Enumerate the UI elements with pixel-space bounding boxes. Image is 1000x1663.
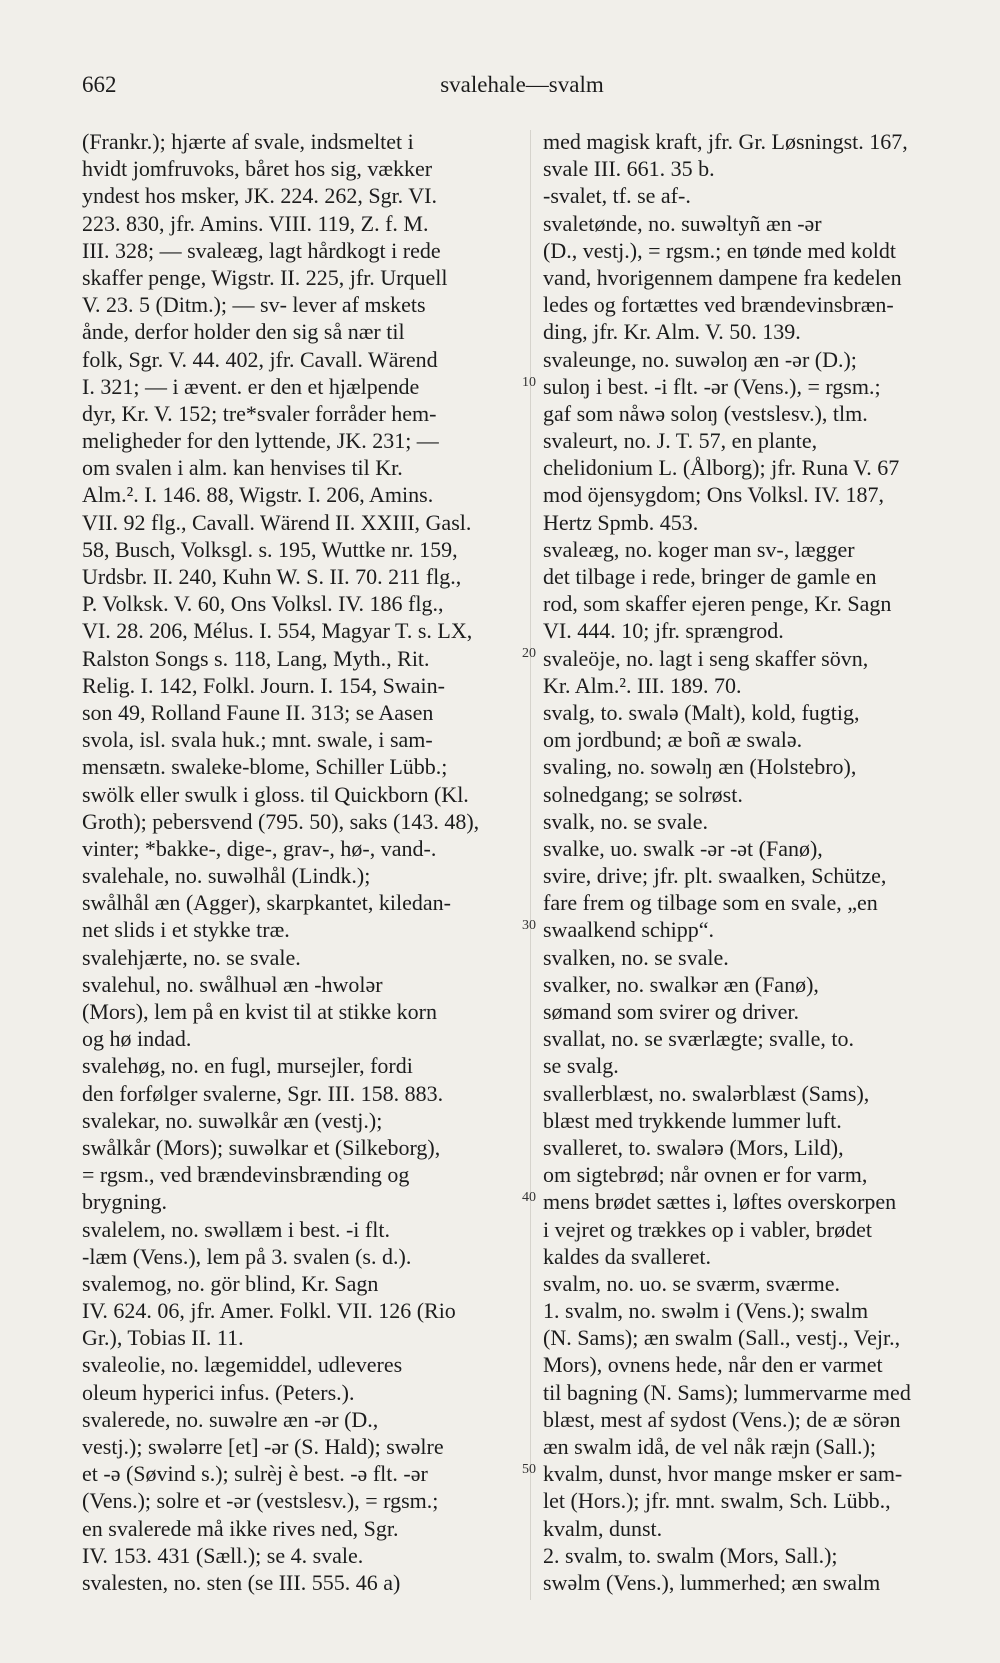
text-line: svaleæg, no. koger man sv-, lægger — [543, 536, 855, 562]
text-line: svola, isl. svala huk.; mnt. swale, i sam- — [82, 727, 433, 753]
text-line: Mors), ovnens hede, når den er varmet — [543, 1352, 883, 1378]
text-line: swaalkend schipp“. — [543, 917, 715, 943]
running-title: svalehale—svalm — [440, 72, 604, 97]
text-line: (Vens.); solre et -ər (vestslesv.), = rgsm.; — [82, 1488, 439, 1514]
text-line: P. Volksk. V. 60, Ons Volksl. IV. 186 flg., — [82, 591, 444, 617]
text-line: svallat, no. se sværlægte; svalle, to. — [543, 1026, 855, 1052]
text-line: en svalerede må ikke rives ned, Sgr. — [82, 1515, 399, 1541]
text-line: kvalm, dunst, hvor mange msker er sam- — [543, 1461, 903, 1487]
text-line: Urdsbr. II. 240, Kuhn W. S. II. 70. 211 flg., — [82, 564, 462, 589]
text-line: solnedgang; se solrøst. — [543, 781, 743, 807]
text-line: svalerede, no. suwəlre æn -ər (D., — [82, 1406, 379, 1432]
text-line: V. 23. 5 (Ditm.); — sv- lever af mskets — [82, 292, 426, 318]
text-line: fare frem og tilbage som en svale, „en — [543, 890, 878, 916]
text-line: -læm (Vens.), lem på 3. svalen (s. d.). — [82, 1243, 412, 1269]
text-line: swålhål æn (Agger), skarpkantet, kiledan- — [82, 890, 451, 916]
line-number: 30 — [522, 918, 536, 933]
text-line: Kr. Alm.². III. 189. 70. — [543, 672, 742, 698]
right-column — [543, 128, 973, 1596]
text-line: svalke, uo. swalk -ər -ət (Fanø), — [543, 835, 823, 861]
text-line: -svalet, tf. se af-. — [543, 183, 691, 209]
text-line: son 49, Rolland Faune II. 313; se Aasen — [82, 699, 434, 725]
text-line: swålkår (Mors); suwəlkar et (Silkeborg), — [82, 1134, 441, 1160]
text-line: (Frankr.); hjærte af svale, indsmeltet i — [82, 129, 414, 154]
text-line: Ralston Songs s. 118, Lang, Myth., Rit. — [82, 645, 430, 671]
text-line: yndest hos msker, JK. 224. 262, Sgr. VI. — [82, 183, 437, 209]
text-line: svaleunge, no. suwəloŋ æn -ər (D.); — [543, 346, 857, 372]
column-divider — [530, 130, 531, 1600]
text-line: mod öjensygdom; Ons Volksl. IV. 187, — [543, 482, 885, 508]
text-line: vinter; *bakke-, dige-, grav-, hø-, vand-. — [82, 835, 437, 861]
text-line: ding, jfr. Kr. Alm. V. 50. 139. — [543, 319, 801, 345]
text-line: om svalen i alm. kan henvises til Kr. — [82, 455, 403, 481]
text-line: mensætn. swaleke-blome, Schiller Lübb.; — [82, 754, 448, 780]
text-line: svalemog, no. gör blind, Kr. Sagn — [82, 1270, 379, 1296]
line-number: 20 — [522, 646, 536, 661]
line-number: 50 — [522, 1462, 536, 1477]
text-line: (Mors), lem på en kvist til at stikke korn — [82, 999, 437, 1024]
text-line: mens brødet sættes i, løftes overskorpen — [543, 1189, 897, 1215]
text-line: den forfølger svalerne, Sgr. III. 158. 883. — [82, 1080, 444, 1106]
text-line: svalekar, no. suwəlkår æn (vestj.); — [82, 1107, 383, 1133]
text-line: det tilbage i rede, bringer de gamle en — [543, 564, 877, 589]
text-line: folk, Sgr. V. 44. 402, jfr. Cavall. Wärend — [82, 346, 438, 372]
text-line: svalehjærte, no. se svale. — [82, 944, 301, 970]
text-line: III. 328; — svaleæg, lagt hårdkogt i rede — [82, 237, 441, 263]
text-line: kaldes da svalleret. — [543, 1243, 711, 1269]
text-line: svalesten, no. sten (se III. 555. 46 a) — [82, 1569, 401, 1595]
text-line: blæst, mest af sydost (Vens.); de æ sörən — [543, 1406, 901, 1432]
text-line: I. 321; — i ævent. er den et hjælpende — [82, 373, 420, 399]
text-line: til bagning (N. Sams); lummervarme med — [543, 1379, 911, 1405]
text-line: VII. 92 flg., Cavall. Wärend II. XXIII, Gasl. — [82, 509, 472, 535]
text-line: = rgsm., ved brændevinsbrænding og — [82, 1162, 410, 1188]
text-line: 2. svalm, to. swalm (Mors, Sall.); — [543, 1542, 838, 1568]
text-line: (N. Sams); æn swalm (Sall., vestj., Vejr., — [543, 1325, 901, 1351]
text-line: let (Hors.); jfr. mnt. swalm, Sch. Lübb., — [543, 1488, 891, 1514]
text-line: svale III. 661. 35 b. — [543, 156, 715, 182]
text-line: dyr, Kr. V. 152; tre*svaler forråder hem- — [82, 400, 437, 426]
text-line: svalelem, no. swəllæm i best. -i flt. — [82, 1216, 390, 1242]
text-line: sømand som svirer og driver. — [543, 999, 800, 1024]
line-number: 40 — [522, 1190, 536, 1205]
text-line: om jordbund; æ boñ æ swalə. — [543, 727, 803, 753]
left-column — [82, 128, 522, 1596]
text-line: 223. 830, jfr. Amins. VIII. 119, Z. f. M. — [82, 210, 429, 236]
text-line: og hø indad. — [82, 1026, 192, 1052]
text-line: svalg, to. swalə (Malt), kold, fugtig, — [543, 699, 860, 725]
text-line: svaletønde, no. suwəltyñ æn -ər — [543, 210, 822, 236]
text-line: net slids i et stykke træ. — [82, 917, 290, 943]
text-line: om sigtebrød; når ovnen er for varm, — [543, 1162, 868, 1188]
text-line: svaling, no. sowəlŋ æn (Holstebro), — [543, 754, 857, 780]
text-line: oleum hyperici infus. (Peters.). — [82, 1379, 355, 1405]
page-number: 662 — [82, 72, 117, 97]
text-line: (D., vestj.), = rgsm.; en tønde med koldt — [543, 237, 896, 263]
text-line: gaf som nåwə soloŋ (vestslesv.), tlm. — [543, 400, 868, 426]
text-line: et -ə (Søvind s.); sulrèj è best. -ə flt. -ər — [82, 1461, 428, 1487]
text-line: svire, drive; jfr. plt. swaalken, Schütze, — [543, 863, 887, 889]
text-line: svaleöje, no. lagt i seng skaffer sövn, — [543, 645, 869, 671]
text-line: swölk eller swulk i gloss. til Quickborn (Kl. — [82, 781, 469, 807]
text-line: se svalg. — [543, 1053, 619, 1079]
text-line: swəlm (Vens.), lummerhed; æn swalm — [543, 1569, 881, 1595]
text-line: rod, som skaffer ejeren penge, Kr. Sagn — [543, 591, 892, 617]
text-line: æn swalm idå, de vel nåk ræjn (Sall.); — [543, 1434, 876, 1459]
text-line: svalehale, no. suwəlhål (Lindk.); — [82, 863, 371, 889]
text-line: svalm, no. uo. se sværm, sværme. — [543, 1270, 840, 1296]
text-line: skaffer penge, Wigstr. II. 225, jfr. Urquell — [82, 264, 448, 290]
text-line: ånde, derfor holder den sig så nær til — [82, 319, 405, 345]
text-line: Groth); pebersvend (795. 50), saks (143. 48), — [82, 808, 480, 834]
text-line: VI. 444. 10; jfr. sprængrod. — [543, 618, 784, 644]
text-line: vestj.); swələrre [et] -ər (S. Hald); swəlre — [82, 1434, 444, 1459]
text-line: svalken, no. se svale. — [543, 944, 729, 970]
text-line: svalker, no. swalkər æn (Fanø), — [543, 971, 819, 997]
text-line: svalk, no. se svale. — [543, 808, 708, 834]
text-line: 58, Busch, Volksgl. s. 195, Wuttke nr. 159, — [82, 536, 458, 562]
text-line: brygning. — [82, 1189, 167, 1215]
text-line: meligheder for den lyttende, JK. 231; — — [82, 428, 439, 454]
text-line: vand, hvorigennem dampene fra kedelen — [543, 264, 902, 290]
text-line: IV. 624. 06, jfr. Amer. Folkl. VII. 126 (Rio — [82, 1298, 456, 1324]
text-line: svalehul, no. swålhuəl æn -hwolər — [82, 971, 383, 997]
text-line: chelidonium L. (Ålborg); jfr. Runa V. 67 — [543, 455, 900, 481]
text-line: hvidt jomfruvoks, båret hos sig, vækker — [82, 156, 433, 182]
text-line: kvalm, dunst. — [543, 1515, 663, 1541]
text-line: IV. 153. 431 (Sæll.); se 4. svale. — [82, 1542, 364, 1568]
text-line: svaleurt, no. J. T. 57, en plante, — [543, 428, 818, 454]
text-line: Gr.), Tobias II. 11. — [82, 1325, 244, 1351]
text-line: Hertz Spmb. 453. — [543, 509, 699, 535]
text-line: blæst med trykkende lummer luft. — [543, 1107, 842, 1133]
text-line: ledes og fortættes ved brændevinsbræn- — [543, 292, 894, 318]
text-line: svaleolie, no. lægemiddel, udleveres — [82, 1352, 403, 1378]
text-line: Alm.². I. 146. 88, Wigstr. I. 206, Amins. — [82, 482, 434, 508]
text-line: Relig. I. 142, Folkl. Journ. I. 154, Swain- — [82, 672, 445, 698]
line-number: 10 — [522, 375, 536, 390]
text-line: med magisk kraft, jfr. Gr. Løsningst. 167, — [543, 129, 908, 154]
text-line: svalleret, to. swalərə (Mors, Lild), — [543, 1134, 844, 1160]
page-header — [82, 72, 962, 106]
text-line: i vejret og trækkes op i vabler, brødet — [543, 1216, 873, 1242]
text-line: suloŋ i best. -i flt. -ər (Vens.), = rgsm.; — [543, 373, 881, 399]
text-line: svallerblæst, no. swalərblæst (Sams), — [543, 1080, 870, 1106]
text-line: 1. svalm, no. swəlm i (Vens.); swalm — [543, 1298, 869, 1324]
text-line: svalehøg, no. en fugl, mursejler, fordi — [82, 1053, 413, 1079]
text-line: VI. 28. 206, Mélus. I. 554, Magyar T. s. LX, — [82, 618, 473, 644]
